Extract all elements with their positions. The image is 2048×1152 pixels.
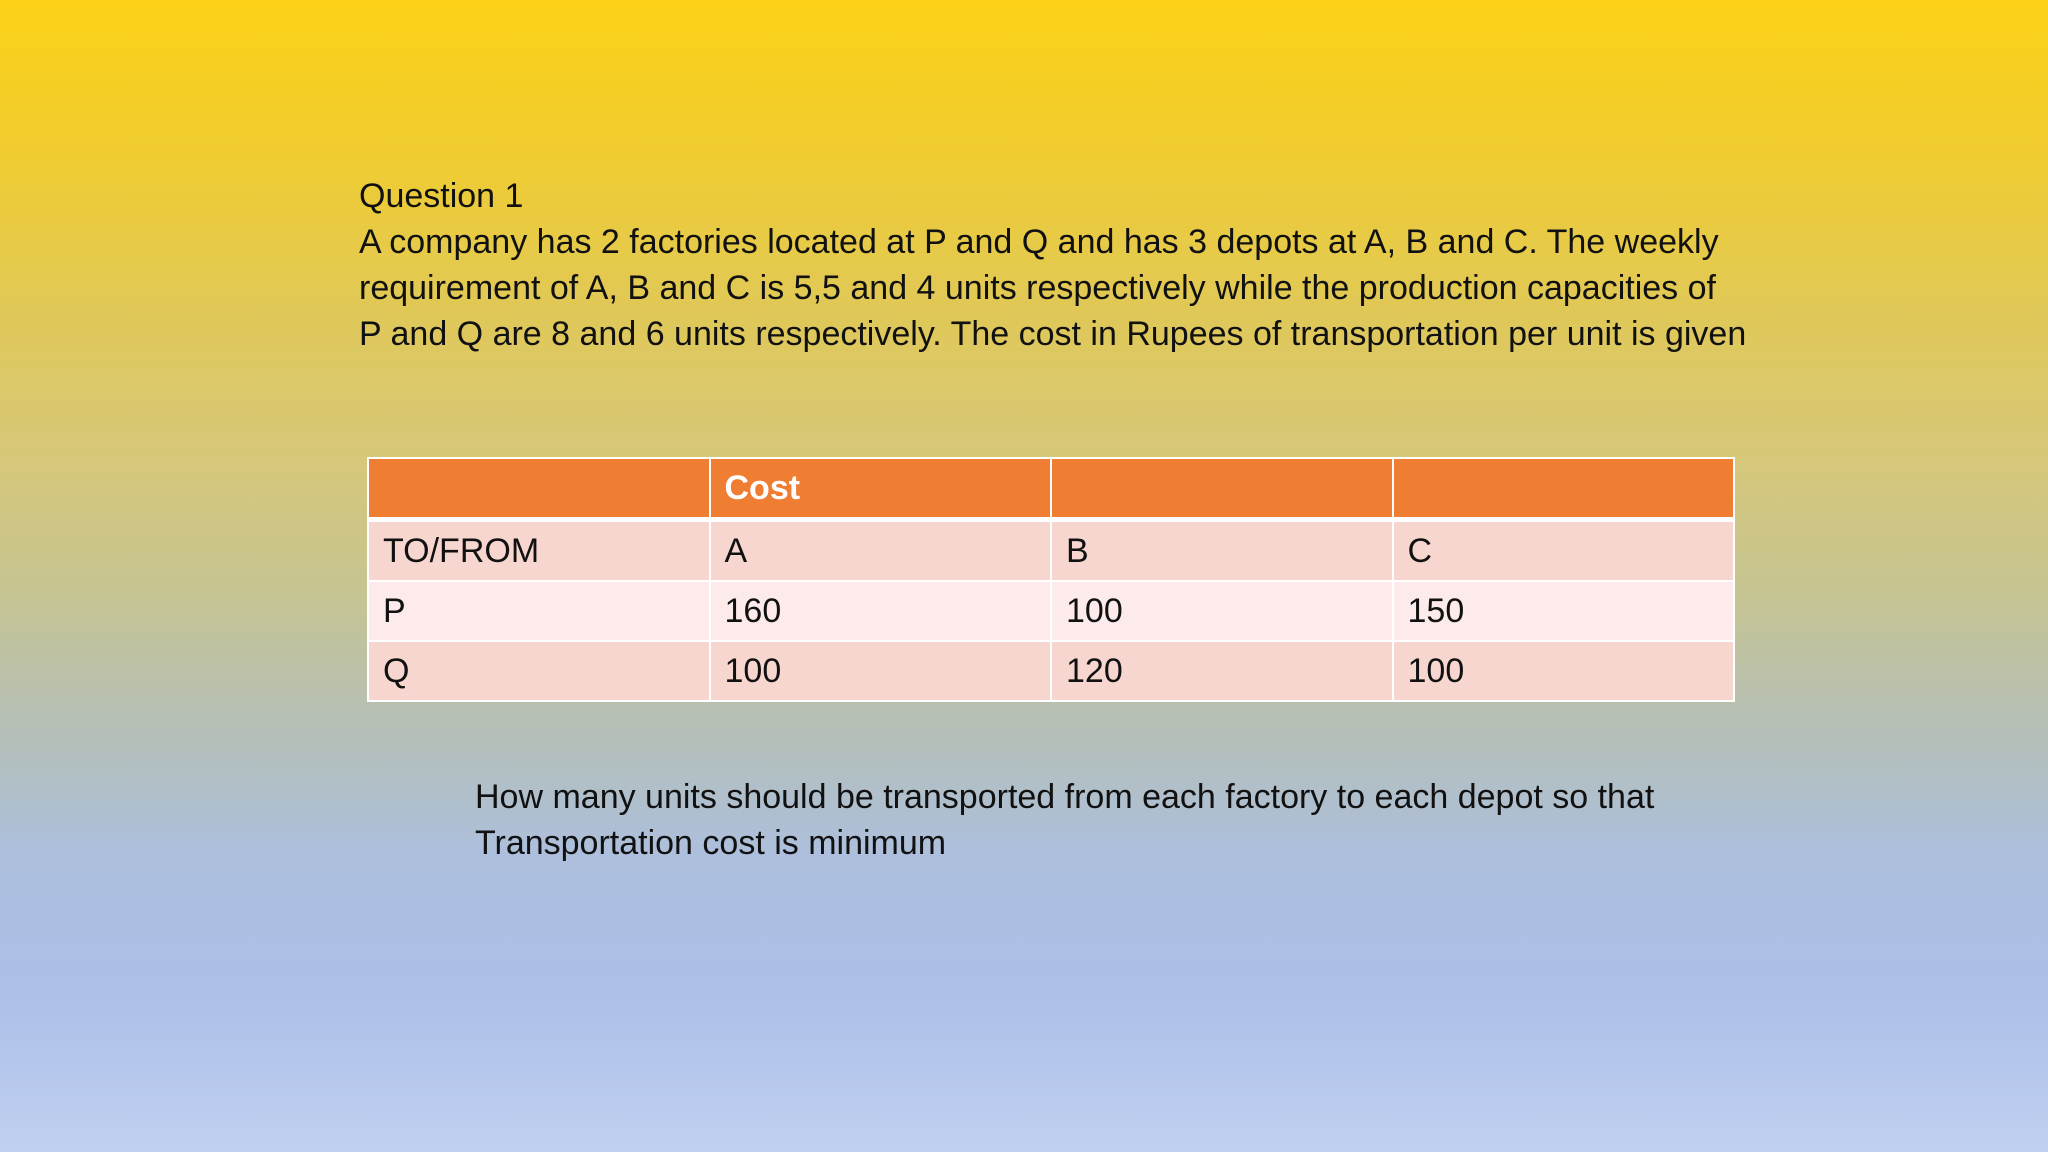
table-cell: 100 bbox=[1393, 641, 1735, 701]
table-header-cell-cost: Cost bbox=[710, 458, 1052, 520]
question-title: Question 1 bbox=[359, 177, 524, 215]
table-cell: Q bbox=[368, 641, 710, 701]
question-line-3: P and Q are 8 and 6 units respectively. The cost in Rupees of transportation per unit is given bbox=[359, 315, 1747, 353]
table-header-cell bbox=[1393, 458, 1735, 520]
table-row bbox=[368, 520, 1734, 582]
table-cell: A bbox=[710, 520, 1052, 582]
table-cell: B bbox=[1051, 520, 1393, 582]
table-row bbox=[368, 581, 1734, 641]
footer-question bbox=[475, 774, 1775, 866]
table-cell: 160 bbox=[710, 581, 1052, 641]
footer-line-1: How many units should be transported from each factory to each depot so that bbox=[475, 778, 1655, 816]
question-line-2: requirement of A, B and C is 5,5 and 4 units respectively while the production capacities of bbox=[359, 269, 1716, 307]
table-header-cell bbox=[1051, 458, 1393, 520]
question-line-1: A company has 2 factories located at P and Q and has 3 depots at A, B and C. The weekly bbox=[359, 223, 1719, 261]
table-header-row bbox=[368, 458, 1734, 520]
table-header-cell bbox=[368, 458, 710, 520]
footer-line-2: Transportation cost is minimum bbox=[475, 824, 947, 862]
table-cell: 100 bbox=[710, 641, 1052, 701]
table-cell: P bbox=[368, 581, 710, 641]
table-cell: TO/FROM bbox=[368, 520, 710, 582]
table-cell: 100 bbox=[1051, 581, 1393, 641]
table-cell: C bbox=[1393, 520, 1735, 582]
question-block bbox=[359, 173, 1819, 357]
table-cell: 120 bbox=[1051, 641, 1393, 701]
table-cell: 150 bbox=[1393, 581, 1735, 641]
table-row bbox=[368, 641, 1734, 701]
cost-table bbox=[367, 457, 1735, 702]
